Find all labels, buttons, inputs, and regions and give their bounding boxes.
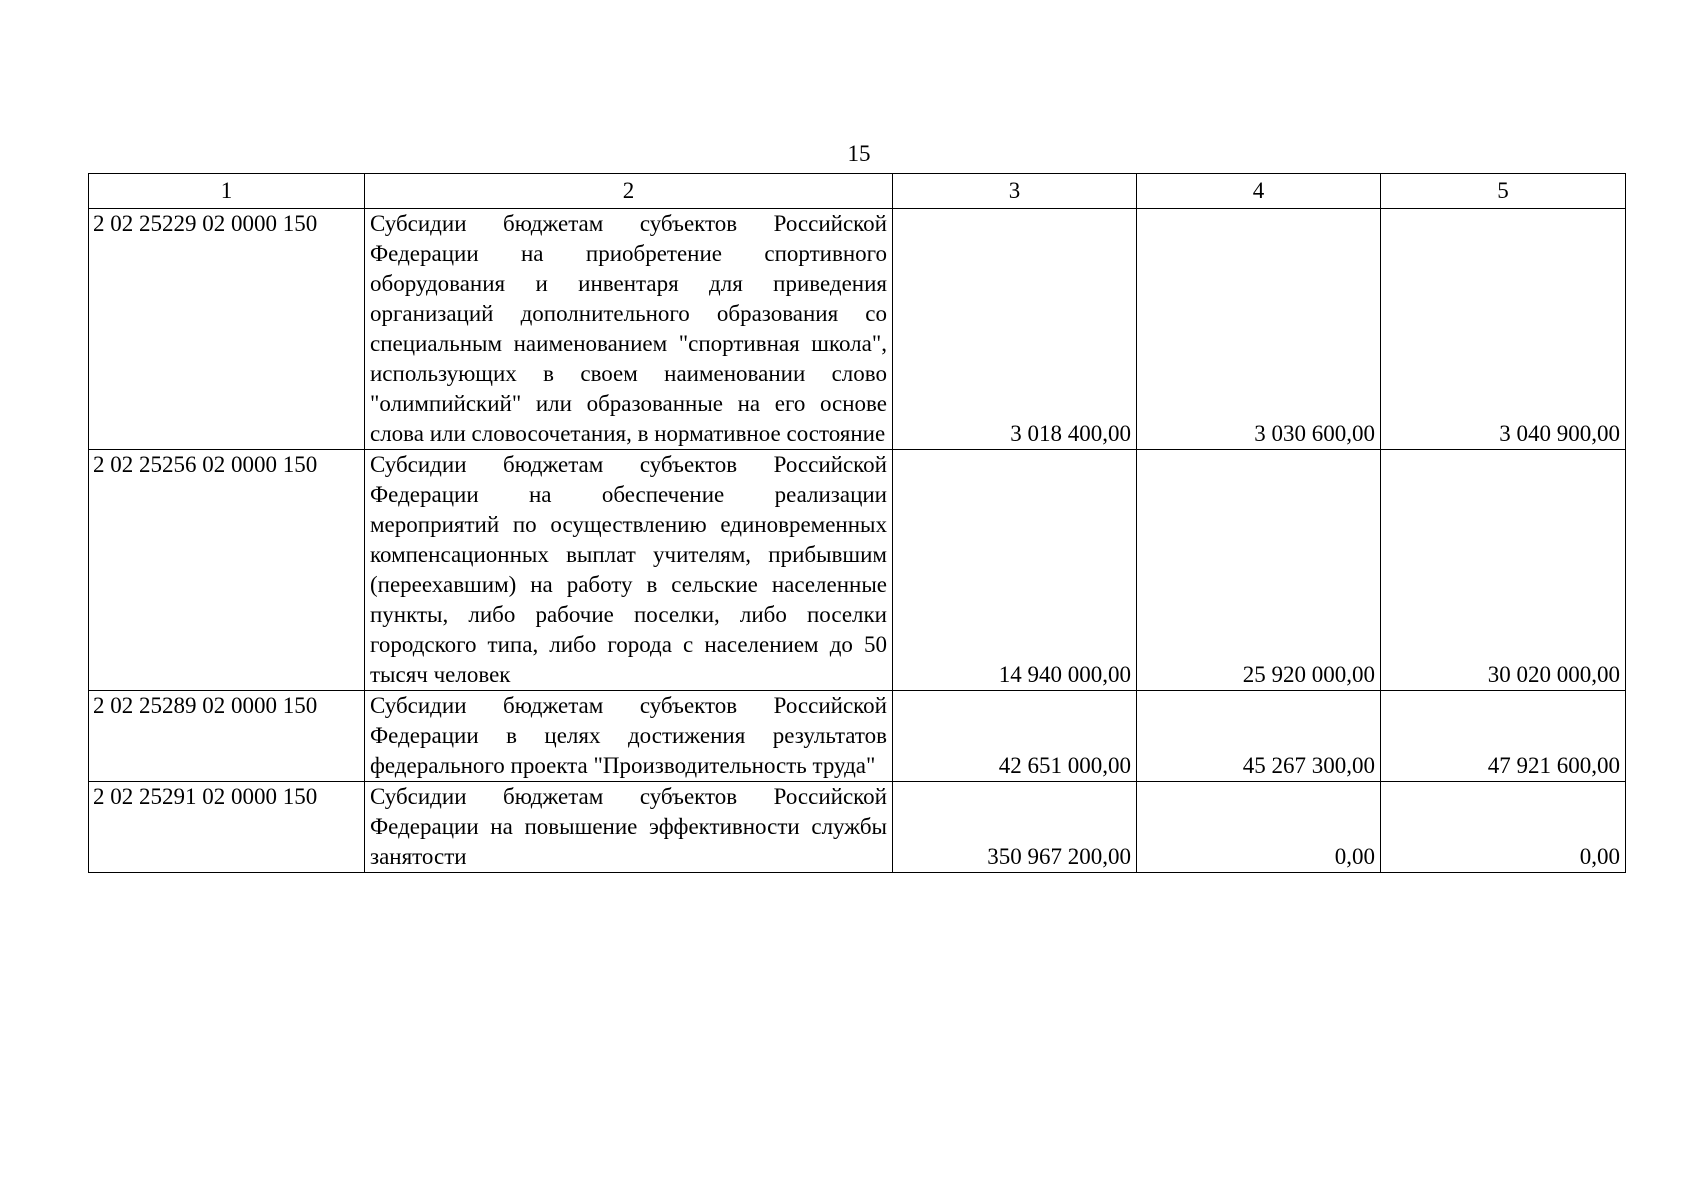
budget-code-cell: 2 02 25291 02 0000 150 [89,782,365,873]
amount-col3-cell: 3 018 400,00 [893,209,1137,450]
amount-col3-cell: 350 967 200,00 [893,782,1137,873]
amount-col4-cell: 0,00 [1137,782,1381,873]
table-row [89,782,1626,873]
description-cell: Субсидии бюджетам субъектов Российской Федерации на приобретение спортивного оборудования и инвентаря для приведения организаций дополнительного образования со специальным наименованием "спортивная школа", использующих в своем наименовании слово "олимпийский" или образованные на его основе слова или словосочетания, в нормативное состояние [365,209,893,450]
column-header-3: 3 [893,174,1137,209]
column-header-1: 1 [89,174,365,209]
table-header-row [89,174,1626,209]
table-row [89,209,1626,450]
column-header-4: 4 [1137,174,1381,209]
amount-col4-cell: 25 920 000,00 [1137,450,1381,691]
amount-col4-cell: 45 267 300,00 [1137,691,1381,782]
amount-col3-cell: 14 940 000,00 [893,450,1137,691]
amount-col5-cell: 47 921 600,00 [1381,691,1626,782]
amount-col5-cell: 30 020 000,00 [1381,450,1626,691]
description-cell: Субсидии бюджетам субъектов Российской Федерации в целях достижения результатов федерального проекта "Производительность труда" [365,691,893,782]
budget-code-cell: 2 02 25229 02 0000 150 [89,209,365,450]
description-cell: Субсидии бюджетам субъектов Российской Федерации на обеспечение реализации мероприятий по осуществлению единовременных компенсационных выплат учителям, прибывшим (переехавшим) на работу в сельские населенные пункты, либо рабочие поселки, либо поселки городского типа, либо города с населением до 50 тысяч человек [365,450,893,691]
table-row [89,450,1626,691]
amount-col4-cell: 3 030 600,00 [1137,209,1381,450]
column-header-5: 5 [1381,174,1626,209]
amount-col5-cell: 0,00 [1381,782,1626,873]
amount-col5-cell: 3 040 900,00 [1381,209,1626,450]
amount-col3-cell: 42 651 000,00 [893,691,1137,782]
column-header-2: 2 [365,174,893,209]
table-row [89,691,1626,782]
description-cell: Субсидии бюджетам субъектов Российской Федерации на повышение эффективности службы занятости [365,782,893,873]
budget-table [88,173,1626,873]
page-number: 15 [847,141,871,166]
budget-code-cell: 2 02 25289 02 0000 150 [89,691,365,782]
budget-code-cell: 2 02 25256 02 0000 150 [89,450,365,691]
